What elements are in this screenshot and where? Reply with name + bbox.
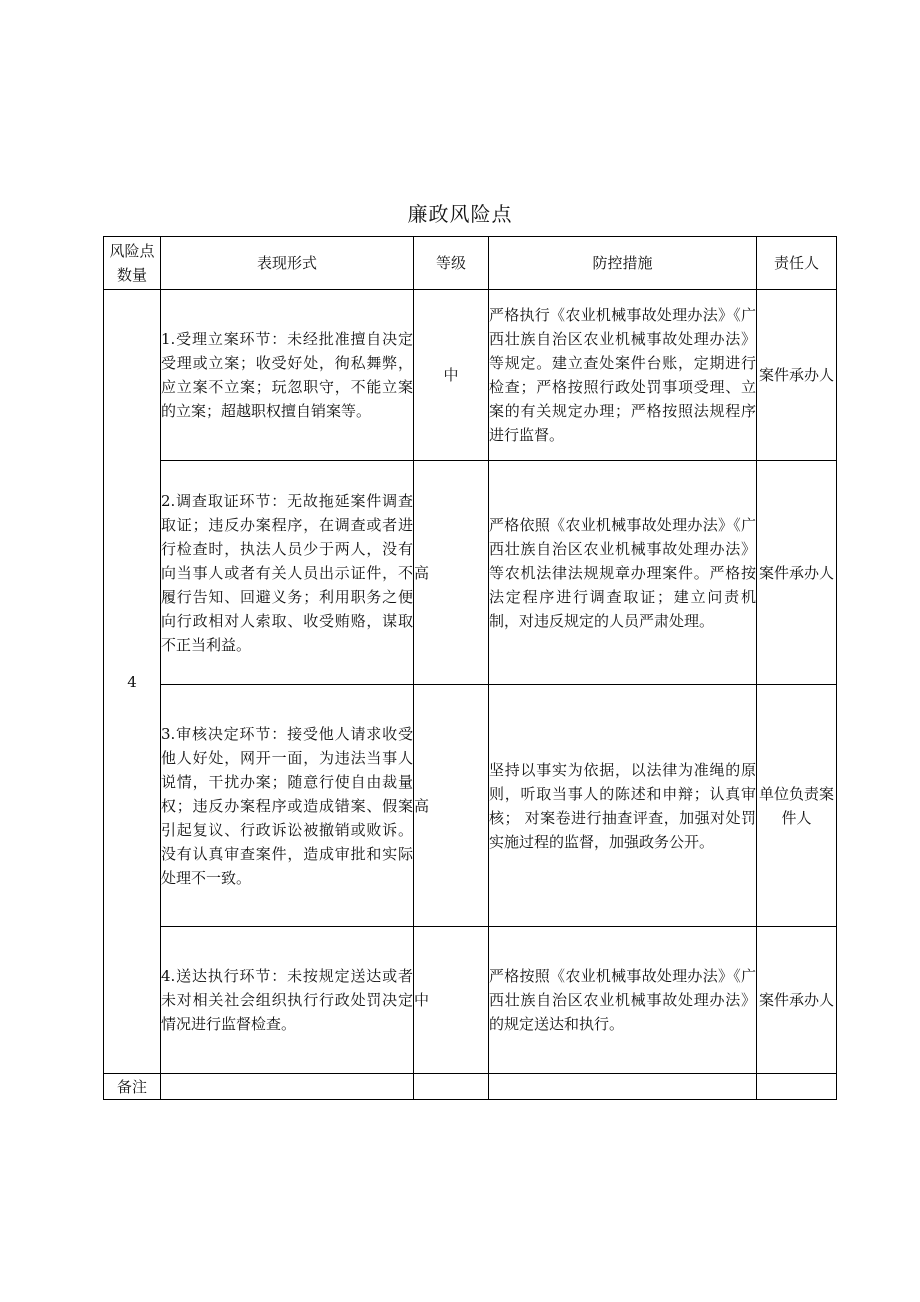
page-title: 廉政风险点 [407, 202, 513, 226]
measures-cell: 严格按照《农业机械事故处理办法》《广西壮族自治区农业机械事故处理办法》的规定送达和执行。 [489, 927, 757, 1074]
form-cell: 1.受理立案环节：未经批准擅自决定受理或立案；收受好处，徇私舞弊，应立案不立案；玩忽职守，不能立案的立案；超越职权擅自销案等。 [161, 290, 414, 461]
owner-cell: 案件承办人 [757, 927, 837, 1074]
owner-cell: 案件承办人 [757, 461, 837, 685]
level-cell: 高 [414, 685, 489, 927]
form-cell: 4.送达执行环节：未按规定送达或者未对相关社会组织执行行政处罚决定情况进行监督检查。 [161, 927, 414, 1074]
header-form: 表现形式 [161, 237, 414, 290]
form-cell: 3.审核决定环节：接受他人请求收受他人好处，网开一面，为违法当事人说情，干扰办案；随意行使自由裁量权；违反办案程序或造成错案、假案引起复议、行政诉讼被撤销或败诉。没有认真审查案件，造成审批和实际处理不一致。 [161, 685, 414, 927]
table-row [104, 927, 837, 1074]
form-cell: 2.调查取证环节：无故拖延案件调查取证；违反办案程序，在调查或者进行检查时，执法人员少于两人，没有向当事人或者有关人员出示证件，不履行告知、回避义务；利用职务之便向行政相对人索取、收受贿赂，谋取不正当利益。 [161, 461, 414, 685]
level-cell: 中 [414, 290, 489, 461]
remarks-empty-cell [489, 1074, 757, 1100]
remarks-row [104, 1074, 837, 1100]
risk-count-cell: 4 [104, 290, 161, 1074]
header-risk-count: 风险点数量 [104, 237, 161, 290]
measures-cell: 坚持以事实为依据，以法律为准绳的原则，听取当事人的陈述和申辩；认真审核； 对案卷进行抽查评查，加强对处罚实施过程的监督，加强政务公开。 [489, 685, 757, 927]
header-level: 等级 [414, 237, 489, 290]
table-row [104, 461, 837, 685]
remarks-label: 备注 [104, 1074, 161, 1100]
remarks-empty-cell [161, 1074, 414, 1100]
table-row [104, 685, 837, 927]
table-header-row [104, 237, 837, 290]
table-row [104, 290, 837, 461]
level-cell: 中 [414, 927, 489, 1074]
owner-cell: 案件承办人 [757, 290, 837, 461]
level-cell: 高 [414, 461, 489, 685]
measures-cell: 严格依照《农业机械事故处理办法》《广西壮族自治区农业机械事故处理办法》等农机法律法规规章办理案件。严格按法定程序进行调查取证；建立问责机制，对违反规定的人员严肃处理。 [489, 461, 757, 685]
remarks-empty-cell [757, 1074, 837, 1100]
owner-cell: 单位负责案件人 [757, 685, 837, 927]
measures-cell: 严格执行《农业机械事故处理办法》《广西壮族自治区农业机械事故处理办法》等规定。建立查处案件台账，定期进行检查；严格按照行政处罚事项受理、立案的有关规定办理；严格按照法规程序进行监督。 [489, 290, 757, 461]
remarks-empty-cell [414, 1074, 489, 1100]
risk-table [103, 236, 837, 1100]
header-owner: 责任人 [757, 237, 837, 290]
header-measures: 防控措施 [489, 237, 757, 290]
